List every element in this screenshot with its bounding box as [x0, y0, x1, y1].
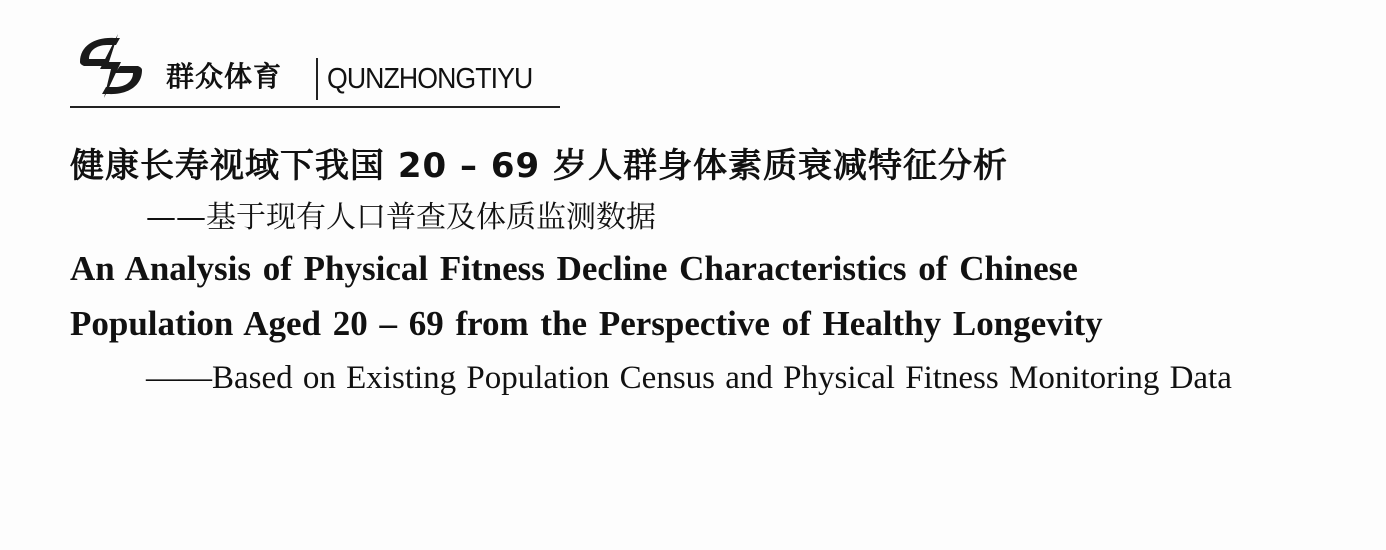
journal-logo-icon — [74, 32, 148, 100]
article-title-cn: 健康长寿视域下我国 20 – 69 岁人群身体素质衰减特征分析 — [70, 146, 1008, 186]
article-subtitle-en: ——Based on Existing Population Census and Physical Fitness Monitoring Data — [146, 360, 1232, 396]
journal-name-cn: 群众体育 — [166, 60, 283, 93]
journal-masthead — [70, 30, 560, 108]
masthead-divider — [316, 58, 318, 100]
article-title-en-line-1: An Analysis of Physical Fitness Decline Characteristics of Chinese — [70, 249, 1078, 288]
article-title-en-line-2: Population Aged 20 – 69 from the Perspective of Healthy Longevity — [70, 304, 1103, 343]
journal-name-en: QUNZHONGTIYU — [327, 63, 533, 95]
article-subtitle-cn: ——基于现有人口普查及体质监测数据 — [146, 200, 656, 235]
